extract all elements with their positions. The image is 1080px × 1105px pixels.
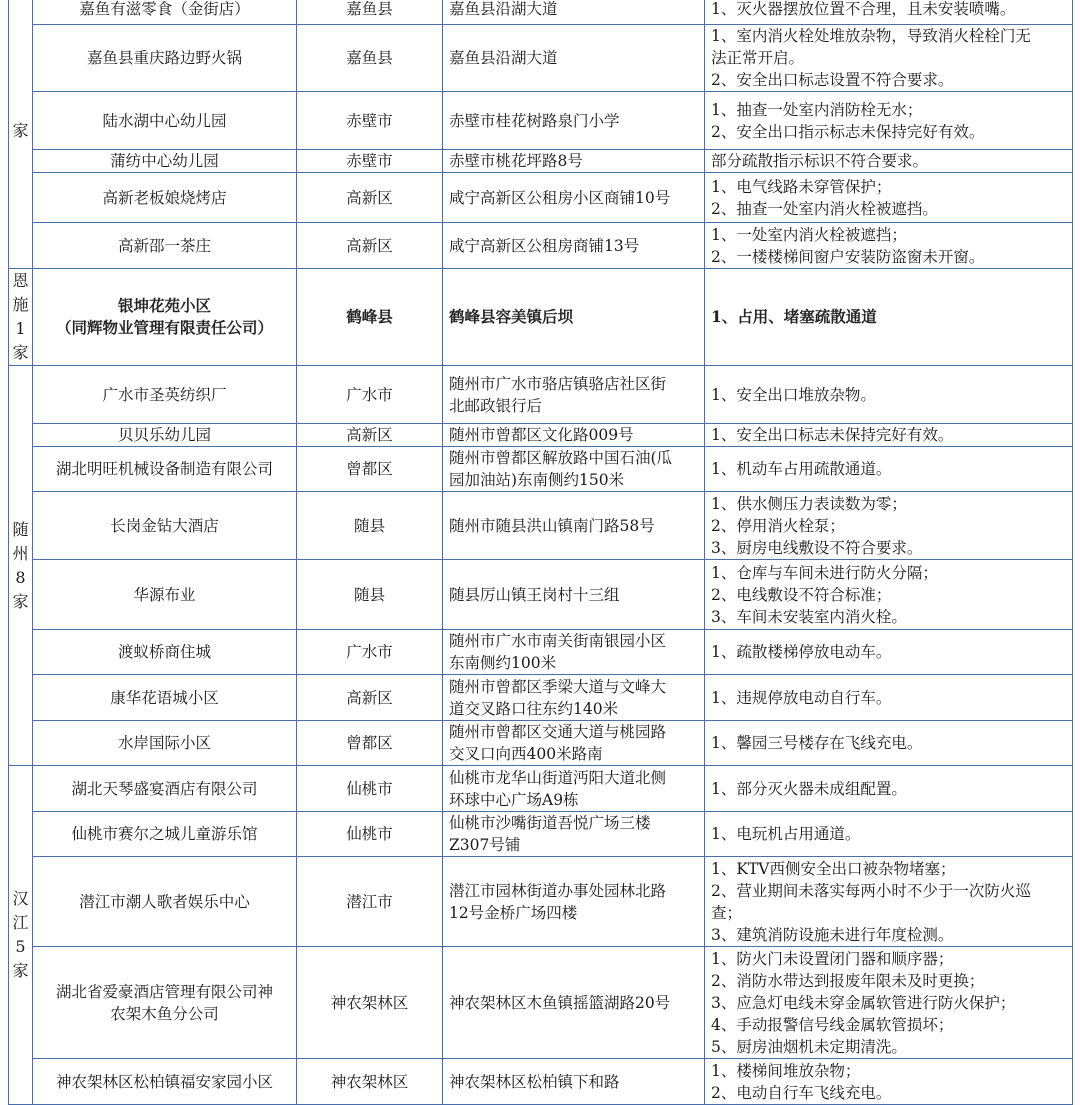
issue-line: 2、营业期间未落实每两小时不少于一次防火巡 <box>711 881 1031 900</box>
issues-cell <box>705 366 1073 424</box>
unit-name-cell <box>33 857 297 947</box>
issues-cell <box>705 25 1073 92</box>
area-cell: 高新区 <box>297 424 443 447</box>
region-label: 随州8家 <box>12 519 29 611</box>
address-line: 仙桃市龙华山街道沔阳大道北侧 <box>449 768 667 787</box>
table-body <box>9 0 1073 1105</box>
unit-name: 渡蚁桥商住城 <box>117 643 211 661</box>
issue-line: 查； <box>711 903 743 922</box>
issue-line: 1、馨园三号楼存在飞线充电。 <box>711 734 923 752</box>
address-line: 交叉口向西400米路南 <box>449 745 603 763</box>
issue-line: 1、安全出口堆放杂物。 <box>711 385 876 404</box>
unit-name: 嘉鱼有滋零食（金街店） <box>79 0 250 18</box>
table-row <box>9 560 1073 630</box>
address-cell <box>443 447 705 492</box>
area-cell: 嘉鱼县 <box>297 25 443 92</box>
issue-line: 1、电气线路未穿管保护； <box>711 177 892 196</box>
unit-name: 华源布业 <box>133 585 196 604</box>
issues-cell <box>705 812 1073 857</box>
issues-cell <box>705 1059 1073 1105</box>
area-cell: 神农架林区 <box>297 947 443 1059</box>
address-cell <box>443 492 705 560</box>
table-row <box>9 721 1073 766</box>
area-cell: 赤壁市 <box>297 92 443 150</box>
unit-name: 湖北省爱豪酒店管理有限公司神 <box>55 982 273 1001</box>
unit-name: 仙桃市赛尔之城儿童游乐馆 <box>71 825 258 843</box>
issue-line: 法正常开启。 <box>711 49 805 67</box>
issue-line: 2、安全出口标志设置不符合要求。 <box>711 71 954 89</box>
issue-line: 1、一处室内消火栓被遮挡； <box>711 225 907 244</box>
table-row <box>9 630 1073 675</box>
address-cell <box>443 947 705 1059</box>
unit-name-cell <box>33 766 297 812</box>
unit-name-cell <box>33 1059 297 1105</box>
address-line: 嘉鱼县沿湖大道 <box>449 49 558 67</box>
area-cell: 广水市 <box>297 630 443 675</box>
issue-line: 1、违规停放电动自行车。 <box>711 688 892 707</box>
issue-line: 1、抽查一处室内消防栓无水； <box>711 100 923 119</box>
unit-name-cell <box>33 269 297 366</box>
issue-line: 3、车间未安装室内消火栓。 <box>711 607 907 626</box>
area-cell: 仙桃市 <box>297 766 443 812</box>
issue-line: 1、仓库与车间未进行防火分隔； <box>711 563 938 582</box>
address-line: 东南侧约100米 <box>449 654 557 672</box>
issues-cell <box>705 447 1073 492</box>
issue-line: 1、电玩机占用通道。 <box>711 825 861 843</box>
address-cell <box>443 812 705 857</box>
issue-line: 2、抽查一处室内消火栓被遮挡。 <box>711 199 938 218</box>
issue-line: 1、防火门未设置闭门器和顺序器； <box>711 949 954 968</box>
address-line: 赤壁市桃花坪路8号 <box>449 152 583 170</box>
issue-line: 2、电动自行车飞线充电。 <box>711 1083 892 1102</box>
table-row <box>9 492 1073 560</box>
issue-line: 4、手动报警信号线金属软管损坏； <box>711 1015 954 1034</box>
address-cell <box>443 0 705 25</box>
address-line: 赤壁市桂花树路泉门小学 <box>449 111 620 130</box>
issues-cell <box>705 492 1073 560</box>
table-row <box>9 269 1073 366</box>
unit-name-cell <box>33 92 297 150</box>
address-line: 随州市曾都区交通大道与桃园路 <box>449 723 667 741</box>
unit-name-cell <box>33 25 297 92</box>
area-cell: 曾都区 <box>297 447 443 492</box>
region-label: 汉江5家 <box>12 889 29 980</box>
address-cell <box>443 857 705 947</box>
issues-cell <box>705 766 1073 812</box>
issues-cell <box>705 857 1073 947</box>
address-cell <box>443 173 705 223</box>
issues-cell <box>705 223 1073 269</box>
table-row <box>9 150 1073 173</box>
address-line: 环球中心广场A9栋 <box>449 790 579 809</box>
address-line: 随州市曾都区文化路009号 <box>449 426 634 444</box>
issue-line: 1、安全出口标志未保持完好有效。 <box>711 426 954 444</box>
area-cell: 高新区 <box>297 223 443 269</box>
region-cell <box>9 269 33 366</box>
address-line: 仙桃市沙嘴街道吾悦广场三楼 <box>449 814 651 832</box>
unit-name: 湖北天琴盛宴酒店有限公司 <box>71 779 258 798</box>
unit-name: 陆水湖中心幼儿园 <box>102 111 227 130</box>
unit-name-cell <box>33 366 297 424</box>
unit-name-cell <box>33 492 297 560</box>
issue-line: 5、厨房油烟机未定期清洗。 <box>711 1037 907 1056</box>
address-line: 随州市曾都区季梁大道与文峰大 <box>449 677 667 696</box>
issue-line: 2、停用消火栓泵； <box>711 516 845 535</box>
address-line: 园加油站)东南侧约150米 <box>449 471 625 489</box>
address-line: 神农架林区木鱼镇摇篮湖路20号 <box>449 993 671 1012</box>
address-cell <box>443 560 705 630</box>
region-label: 恩施1家 <box>12 271 29 362</box>
unit-name: （同辉物业管理有限责任公司） <box>55 318 273 337</box>
address-line: 随县厉山镇王岗村十三组 <box>449 585 620 604</box>
area-cell: 随县 <box>297 560 443 630</box>
unit-name: 潜江市潮人歌者娱乐中心 <box>79 892 250 911</box>
unit-name-cell <box>33 0 297 25</box>
area-cell: 嘉鱼县 <box>297 0 443 25</box>
unit-name: 嘉鱼县重庆路边野火锅 <box>86 49 242 67</box>
table-row <box>9 447 1073 492</box>
address-line: 潜江市园林街道办事处园林北路 <box>449 881 667 900</box>
unit-name-cell <box>33 223 297 269</box>
table-row <box>9 857 1073 947</box>
address-cell <box>443 721 705 766</box>
issue-line: 3、建筑消防设施未进行年度检测。 <box>711 925 954 944</box>
issue-line: 1、机动车占用疏散通道。 <box>711 460 892 478</box>
table-row <box>9 1059 1073 1105</box>
address-line: 咸宁高新区公租房小区商铺10号 <box>449 188 671 207</box>
unit-name: 神农架林区松柏镇福安家园小区 <box>55 1072 273 1091</box>
area-cell: 赤壁市 <box>297 150 443 173</box>
unit-name-cell <box>33 424 297 447</box>
table-row <box>9 223 1073 269</box>
issues-cell <box>705 721 1073 766</box>
area-cell: 随县 <box>297 492 443 560</box>
address-line: 随州市广水市骆店镇骆店社区街 <box>449 374 667 393</box>
area-cell: 高新区 <box>297 173 443 223</box>
area-cell: 潜江市 <box>297 857 443 947</box>
unit-name: 贝贝乐幼儿园 <box>117 426 211 444</box>
issues-cell <box>705 424 1073 447</box>
table-row <box>9 0 1073 25</box>
address-line: 鹤峰县容美镇后坝 <box>449 307 574 326</box>
issue-line: 2、电线敷设不符合标准； <box>711 585 892 604</box>
table-row <box>9 25 1073 92</box>
table-row <box>9 766 1073 812</box>
address-line: Z307号铺 <box>449 836 521 854</box>
area-cell: 神农架林区 <box>297 1059 443 1105</box>
issue-line: 1、部分灭火器未成组配置。 <box>711 779 907 798</box>
issue-line: 1、室内消火栓处堆放杂物，导致消火栓栓门无 <box>711 27 1031 45</box>
unit-name-cell <box>33 560 297 630</box>
issues-cell <box>705 269 1073 366</box>
issues-cell <box>705 630 1073 675</box>
address-line: 随州市曾都区解放路中国石油(瓜 <box>449 449 673 467</box>
table-row <box>9 424 1073 447</box>
unit-name: 农架木鱼分公司 <box>110 1004 219 1023</box>
issue-line: 3、厨房电线敷设不符合要求。 <box>711 538 923 557</box>
issues-cell <box>705 675 1073 721</box>
address-line: 神农架林区松柏镇下和路 <box>449 1072 620 1091</box>
issue-line: 1、疏散楼梯停放电动车。 <box>711 643 892 661</box>
table-row <box>9 947 1073 1059</box>
issues-cell <box>705 92 1073 150</box>
region-cell <box>9 766 33 1105</box>
issues-cell <box>705 150 1073 173</box>
issue-line: 2、一楼楼梯间窗户安装防盗窗未开窗。 <box>711 247 985 266</box>
address-cell <box>443 269 705 366</box>
address-cell <box>443 366 705 424</box>
unit-name: 高新邵一茶庄 <box>117 236 211 255</box>
unit-name: 水岸国际小区 <box>117 734 211 752</box>
address-line: 咸宁高新区公租房商铺13号 <box>449 236 640 255</box>
address-cell <box>443 25 705 92</box>
inspection-table <box>8 0 1073 1105</box>
address-cell <box>443 92 705 150</box>
issue-line: 部分疏散指示标识不符合要求。 <box>711 152 929 170</box>
unit-name-cell <box>33 630 297 675</box>
area-cell: 曾都区 <box>297 721 443 766</box>
table-row <box>9 812 1073 857</box>
address-line: 随州市随县洪山镇南门路58号 <box>449 516 655 535</box>
issues-cell <box>705 173 1073 223</box>
unit-name: 广水市圣英纺织厂 <box>102 385 227 404</box>
issue-line: 2、安全出口指示标志未保持完好有效。 <box>711 122 985 141</box>
unit-name-cell <box>33 447 297 492</box>
table-row <box>9 366 1073 424</box>
address-line: 嘉鱼县沿湖大道 <box>449 0 558 18</box>
unit-name-cell <box>33 675 297 721</box>
unit-name: 蒲纺中心幼儿园 <box>110 152 219 170</box>
table-row <box>9 92 1073 150</box>
issue-line: 1、KTV西侧安全出口被杂物堵塞； <box>711 859 956 878</box>
table-row <box>9 675 1073 721</box>
issues-cell <box>705 560 1073 630</box>
unit-name: 高新老板娘烧烤店 <box>102 188 227 207</box>
area-cell: 广水市 <box>297 366 443 424</box>
unit-name-cell <box>33 721 297 766</box>
unit-name: 长岗金钻大酒店 <box>110 516 219 535</box>
unit-name-cell <box>33 947 297 1059</box>
address-line: 12号金桥广场四楼 <box>449 903 578 922</box>
unit-name: 康华花语城小区 <box>110 688 219 707</box>
address-line: 道交叉路口往东约140米 <box>449 699 619 718</box>
unit-name-cell <box>33 150 297 173</box>
address-cell <box>443 630 705 675</box>
issue-line: 2、消防水带达到报废年限未及时更换； <box>711 971 985 990</box>
issue-line: 1、占用、堵塞疏散通道 <box>711 307 877 326</box>
issues-cell <box>705 947 1073 1059</box>
unit-name: 银坤花苑小区 <box>117 296 211 315</box>
address-cell <box>443 424 705 447</box>
area-cell: 高新区 <box>297 675 443 721</box>
address-cell <box>443 675 705 721</box>
region-label: 家 <box>12 120 29 140</box>
address-line: 随州市广水市南关街南银园小区 <box>449 632 667 650</box>
address-line: 北邮政银行后 <box>449 396 543 415</box>
address-cell <box>443 223 705 269</box>
area-cell: 仙桃市 <box>297 812 443 857</box>
region-cell <box>9 0 33 269</box>
region-cell <box>9 366 33 766</box>
address-cell <box>443 1059 705 1105</box>
unit-name: 湖北明旺机械设备制造有限公司 <box>55 460 273 478</box>
issue-line: 1、供水侧压力表读数为零； <box>711 494 907 513</box>
area-cell: 鹤峰县 <box>297 269 443 366</box>
issues-cell <box>705 0 1073 25</box>
address-cell <box>443 150 705 173</box>
issue-line: 3、应急灯电线未穿金属软管进行防火保护； <box>711 993 1016 1012</box>
unit-name-cell <box>33 812 297 857</box>
issue-line: 1、灭火器摆放位置不合理，且未安装喷嘴。 <box>711 0 1016 18</box>
address-cell <box>443 766 705 812</box>
unit-name-cell <box>33 173 297 223</box>
table-row <box>9 173 1073 223</box>
issue-line: 1、楼梯间堆放杂物； <box>711 1061 861 1080</box>
